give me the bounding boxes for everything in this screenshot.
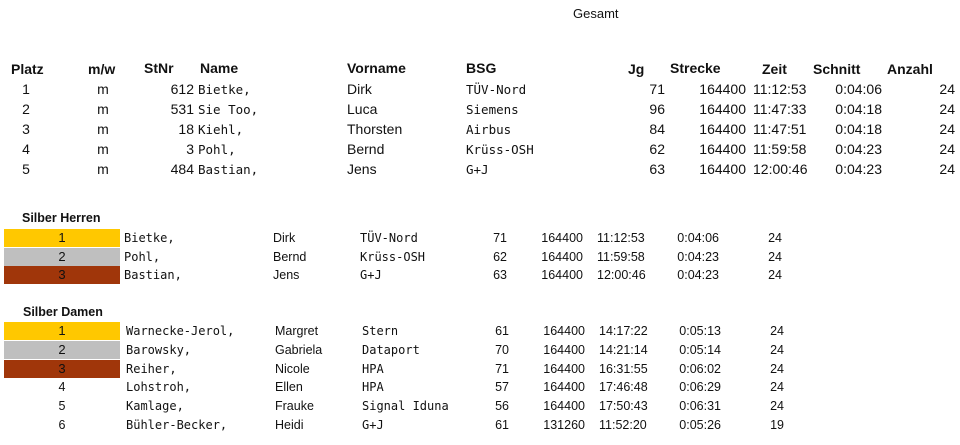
mw-cell: m <box>97 141 109 157</box>
name-cell: Warnecke-Jerol, <box>126 324 235 338</box>
name-cell: Reiher, <box>126 362 177 376</box>
strecke-cell: 164400 <box>699 141 746 157</box>
anzahl-cell: 24 <box>939 81 955 97</box>
jg-cell: 71 <box>493 231 507 245</box>
platz-cell: 4 <box>22 141 30 157</box>
schnitt-cell: 0:05:26 <box>679 418 721 432</box>
schnitt-cell: 0:04:06 <box>677 231 719 245</box>
vorname-cell: Ellen <box>275 380 303 394</box>
header-vorname: Vorname <box>347 60 406 76</box>
bsg-cell: Airbus <box>466 122 512 137</box>
header-stnr: StNr <box>144 60 174 76</box>
platz-cell: 3 <box>22 121 30 137</box>
strecke-cell: 164400 <box>543 380 585 394</box>
strecke-cell: 164400 <box>543 399 585 413</box>
zeit-cell: 11:47:51 <box>753 121 807 137</box>
place-cell: 5 <box>58 399 66 413</box>
zeit-cell: 11:59:58 <box>753 141 807 157</box>
platz-cell: 5 <box>22 161 30 177</box>
place-badge: 3 <box>4 266 120 284</box>
anzahl-cell: 24 <box>770 343 784 357</box>
zeit-cell: 14:17:22 <box>599 324 648 338</box>
strecke-cell: 164400 <box>699 161 746 177</box>
zeit-cell: 11:52:20 <box>599 418 647 432</box>
zeit-cell: 12:00:46 <box>753 161 808 177</box>
vorname-cell: Dirk <box>347 81 372 97</box>
name-cell: Bastian, <box>198 162 259 177</box>
jg-cell: 61 <box>495 418 509 432</box>
place-cell: 6 <box>58 418 66 432</box>
schnitt-cell: 0:04:23 <box>835 161 882 177</box>
stnr-cell: 484 <box>170 161 194 177</box>
name-cell: Sie Too, <box>198 102 259 117</box>
jg-cell: 56 <box>495 399 509 413</box>
platz-cell: 1 <box>22 81 30 97</box>
anzahl-cell: 24 <box>768 231 782 245</box>
place-badge: 1 <box>4 322 120 340</box>
vorname-cell: Thorsten <box>347 121 403 137</box>
place-cell: 4 <box>58 380 66 394</box>
name-cell: Bühler-Becker, <box>126 418 228 432</box>
vorname-cell: Jens <box>347 161 377 177</box>
bsg-cell: G+J <box>362 418 384 432</box>
zeit-cell: 17:50:43 <box>599 399 648 413</box>
strecke-cell: 164400 <box>543 362 585 376</box>
anzahl-cell: 24 <box>939 141 955 157</box>
name-cell: Bietke, <box>124 231 175 245</box>
jg-cell: 62 <box>649 141 665 157</box>
anzahl-cell: 19 <box>770 418 784 432</box>
schnitt-cell: 0:05:14 <box>679 343 721 357</box>
zeit-cell: 11:59:58 <box>597 250 645 264</box>
vorname-cell: Gabriela <box>275 343 323 357</box>
schnitt-cell: 0:06:31 <box>679 399 721 413</box>
anzahl-cell: 24 <box>939 161 955 177</box>
jg-cell: 63 <box>649 161 665 177</box>
mw-cell: m <box>97 81 109 97</box>
schnitt-cell: 0:04:23 <box>835 141 882 157</box>
anzahl-cell: 24 <box>939 121 955 137</box>
vorname-cell: Frauke <box>275 399 314 413</box>
name-cell: Kiehl, <box>198 122 244 137</box>
zeit-cell: 17:46:48 <box>599 380 648 394</box>
bsg-cell: Krüss-OSH <box>466 142 534 157</box>
header-zeit: Zeit <box>762 61 787 77</box>
strecke-cell: 164400 <box>699 121 746 137</box>
jg-cell: 57 <box>495 380 509 394</box>
schnitt-cell: 0:06:02 <box>679 362 721 376</box>
platz-cell: 2 <box>22 101 30 117</box>
jg-cell: 70 <box>495 343 509 357</box>
jg-cell: 71 <box>495 362 509 376</box>
stnr-cell: 612 <box>170 81 194 97</box>
bsg-cell: HPA <box>362 362 384 376</box>
mw-cell: m <box>97 101 109 117</box>
vorname-cell: Jens <box>273 268 300 282</box>
bsg-cell: HPA <box>362 380 384 394</box>
vorname-cell: Bernd <box>273 250 307 264</box>
place-badge: 2 <box>4 248 120 266</box>
jg-cell: 62 <box>493 250 507 264</box>
anzahl-cell: 24 <box>770 399 784 413</box>
strecke-cell: 164400 <box>543 324 585 338</box>
header-jg: Jg <box>628 61 645 77</box>
name-cell: Pohl, <box>124 250 161 264</box>
header-schnitt: Schnitt <box>813 61 861 77</box>
schnitt-cell: 0:04:18 <box>835 121 882 137</box>
vorname-cell: Margret <box>275 324 319 338</box>
name-cell: Bastian, <box>124 268 182 282</box>
anzahl-cell: 24 <box>770 380 784 394</box>
stnr-cell: 531 <box>170 101 194 117</box>
bsg-cell: Signal Iduna <box>362 399 449 413</box>
mw-cell: m <box>97 121 109 137</box>
bsg-cell: TÜV-Nord <box>360 231 418 245</box>
stnr-cell: 18 <box>178 121 194 137</box>
jg-cell: 96 <box>649 101 665 117</box>
schnitt-cell: 0:04:23 <box>677 250 719 264</box>
anzahl-cell: 24 <box>770 324 784 338</box>
place-badge: 2 <box>4 341 120 359</box>
page-title: Gesamt <box>573 6 619 21</box>
stnr-cell: 3 <box>186 141 194 157</box>
strecke-cell: 164400 <box>699 101 746 117</box>
zeit-cell: 14:21:14 <box>599 343 648 357</box>
jg-cell: 63 <box>493 268 507 282</box>
place-badge: 3 <box>4 360 120 378</box>
zeit-cell: 11:12:53 <box>753 81 807 97</box>
zeit-cell: 11:47:33 <box>753 101 807 117</box>
header-anzahl: Anzahl <box>887 61 933 77</box>
anzahl-cell: 24 <box>939 101 955 117</box>
section-title-damen: Silber Damen <box>23 305 103 319</box>
vorname-cell: Bernd <box>347 141 385 157</box>
zeit-cell: 11:12:53 <box>597 231 645 245</box>
strecke-cell: 131260 <box>543 418 585 432</box>
strecke-cell: 164400 <box>541 231 583 245</box>
strecke-cell: 164400 <box>699 81 746 97</box>
schnitt-cell: 0:06:29 <box>679 380 721 394</box>
schnitt-cell: 0:04:23 <box>677 268 719 282</box>
name-cell: Lohstroh, <box>126 380 192 394</box>
section-title-herren: Silber Herren <box>22 211 101 225</box>
bsg-cell: Stern <box>362 324 399 338</box>
schnitt-cell: 0:04:06 <box>835 81 882 97</box>
zeit-cell: 16:31:55 <box>599 362 648 376</box>
strecke-cell: 164400 <box>543 343 585 357</box>
jg-cell: 84 <box>649 121 665 137</box>
name-cell: Kamlage, <box>126 399 184 413</box>
jg-cell: 61 <box>495 324 509 338</box>
anzahl-cell: 24 <box>768 250 782 264</box>
jg-cell: 71 <box>649 81 665 97</box>
place-badge: 1 <box>4 229 120 247</box>
bsg-cell: Dataport <box>362 343 420 357</box>
anzahl-cell: 24 <box>770 362 784 376</box>
zeit-cell: 12:00:46 <box>597 268 646 282</box>
vorname-cell: Heidi <box>275 418 304 432</box>
bsg-cell: Krüss-OSH <box>360 250 426 264</box>
vorname-cell: Luca <box>347 101 378 117</box>
bsg-cell: TÜV-Nord <box>466 82 527 97</box>
bsg-cell: Siemens <box>466 102 519 117</box>
header-name: Name <box>200 60 239 76</box>
bsg-cell: G+J <box>360 268 382 282</box>
strecke-cell: 164400 <box>541 268 583 282</box>
vorname-cell: Dirk <box>273 231 296 245</box>
schnitt-cell: 0:04:18 <box>835 101 882 117</box>
header-bsg: BSG <box>466 60 497 76</box>
strecke-cell: 164400 <box>541 250 583 264</box>
anzahl-cell: 24 <box>768 268 782 282</box>
schnitt-cell: 0:05:13 <box>679 324 721 338</box>
header-mw: m/w <box>88 61 116 77</box>
vorname-cell: Nicole <box>275 362 310 376</box>
bsg-cell: G+J <box>466 162 489 177</box>
name-cell: Barowsky, <box>126 343 192 357</box>
mw-cell: m <box>97 161 109 177</box>
name-cell: Bietke, <box>198 82 251 97</box>
name-cell: Pohl, <box>198 142 236 157</box>
header-platz: Platz <box>11 61 44 77</box>
header-strecke: Strecke <box>670 60 721 76</box>
